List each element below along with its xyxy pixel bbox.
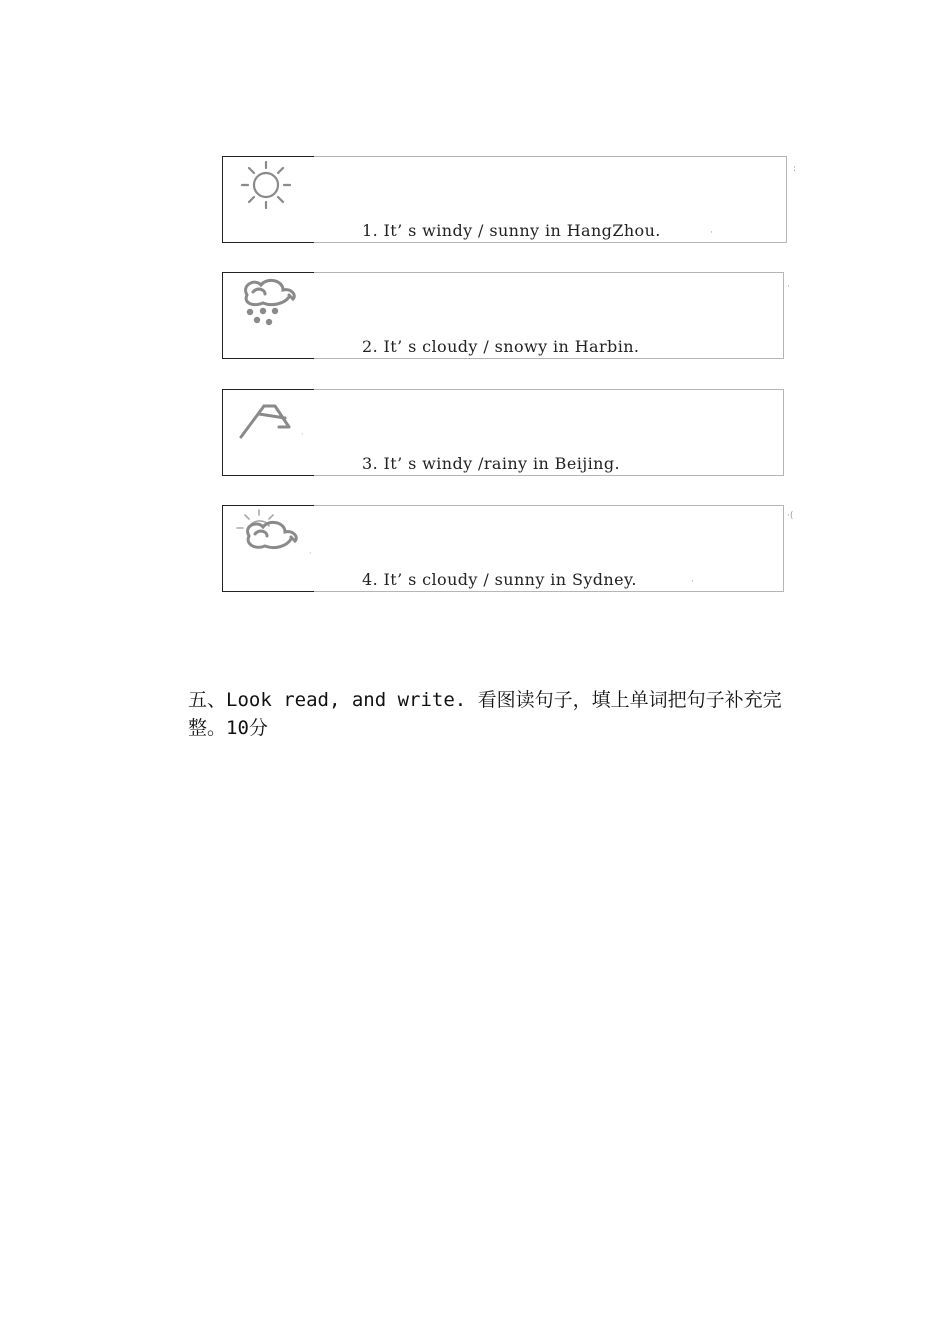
sun-icon: [223, 157, 314, 242]
answer-box: [314, 389, 784, 476]
cloudy-sun-icon: [223, 506, 314, 591]
picture-frame: [222, 272, 315, 359]
wind-icon: [223, 390, 314, 475]
answer-box: 4. It’ s cloudy / sunny in Sydney. ·: [314, 505, 784, 592]
svg-text:·: ·: [301, 430, 304, 439]
answer-box: 1. It’ s windy / sunny in HangZhou. ·: [314, 156, 787, 243]
exercise-sentence: 4. It’ s cloudy / sunny in Sydney.: [362, 570, 637, 589]
answer-box: [314, 272, 784, 359]
exercise-sentence: 1. It’ s windy / sunny in HangZhou.: [362, 221, 661, 240]
exercise-sentence: 2. It’ s cloudy / snowy in Harbin.: [362, 337, 640, 356]
section-five-title: 五、Look read, and write. 看图读句子，填上单词把句子补充完整。10分: [188, 689, 782, 739]
picture-frame: [222, 389, 315, 476]
picture-frame: [222, 505, 315, 592]
picture-frame: [222, 156, 315, 243]
snow-cloud-icon: [223, 273, 314, 358]
svg-text:·: ·: [309, 549, 312, 558]
exercise-sentence: 3. It’ s windy /rainy in Beijing.: [362, 454, 620, 473]
